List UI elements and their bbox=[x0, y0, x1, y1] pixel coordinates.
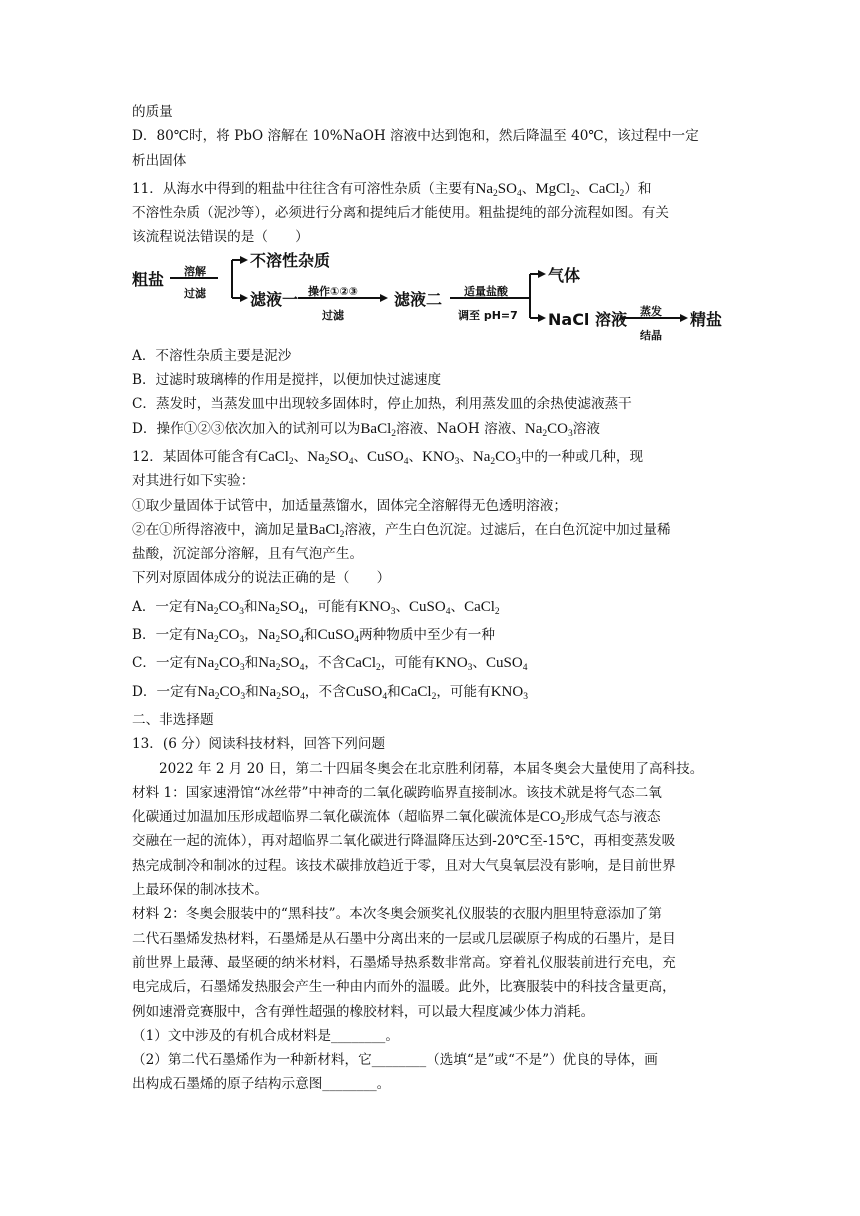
text-line: 的质量 bbox=[132, 104, 173, 120]
flow-filtrate-2: 滤液二 bbox=[394, 289, 443, 309]
formula-na2so4: $Na_2SO_4$ bbox=[475, 180, 522, 199]
option-11-b: B．过滤时玻璃棒的作用是搅拌，以便加快过滤速度 bbox=[132, 372, 442, 389]
text-line: 例如速滑竞赛服中，含有弹性超强的橡胶材料，可以最大程度减少体力消耗。 bbox=[132, 1003, 595, 1020]
section-heading: 二、非选择题 bbox=[132, 711, 214, 728]
question-13-stem: 13．(6 分）阅读科技材料，回答下列问题 bbox=[132, 736, 386, 753]
flow-ph: 调至 pH=7 bbox=[458, 308, 518, 322]
flow-gas: 气体 bbox=[548, 265, 581, 285]
text-line: 盐酸，沉淀部分溶解，且有气泡产生。 bbox=[132, 546, 364, 563]
flow-operations: 操作①②③ bbox=[308, 284, 358, 298]
text-line: 对其进行如下实验： bbox=[132, 473, 255, 490]
flow-nacl: NaCl 溶液 bbox=[548, 309, 627, 329]
text-line: D．80℃时，将 PbO 溶解在 10%NaOH 溶液中达到饱和，然后降温至 40℃，该过程中一定 bbox=[132, 128, 699, 145]
flow-filter: 过滤 bbox=[322, 308, 344, 322]
option-11-d: D．操作①②③依次加入的试剂可以为BaCl$_2$溶液、NaOH 溶液、$Na_2CO_3$溶液 bbox=[132, 420, 600, 439]
text-line: ②在①所得溶液中，滴加足量BaCl$_2$溶液，产生白色沉淀。过滤后，在白色沉淀中加过量稀 bbox=[132, 521, 671, 540]
flow-crude-salt: 粗盐 bbox=[132, 269, 165, 289]
text-line: 热完成制冷和制冰的过程。该技术碳排放趋近于零，且对大气臭氧层没有影响，是目前世界 bbox=[132, 857, 676, 874]
text-line: 交融在一起的流体），再对超临界二氧化碳进行降温降压达到-20℃至-15℃，再相变蒸发吸 bbox=[132, 833, 676, 850]
flow-filter: 过滤 bbox=[184, 286, 206, 300]
text-line: 化碳通过加温加压形成超临界二氧化碳流体（超临界二氧化碳流体是$CO_2$形成气态与液态 bbox=[132, 809, 661, 828]
option-12-c: C．一定有$Na_2CO_3$和$Na_2SO_4$，不含CaCl$_2$，可能有$KNO_3$、CuSO$_4$ bbox=[132, 655, 528, 674]
text-line: 该流程说法错误的是（ ） bbox=[132, 229, 309, 246]
flow-dissolve: 溶解 bbox=[184, 264, 206, 278]
text-line: 电完成后，石墨烯发热服会产生一种由内而外的温暖。此外，比赛服装中的科技含量更高， bbox=[132, 979, 676, 996]
flow-crystal: 结晶 bbox=[640, 328, 662, 342]
text-line: 析出固体 bbox=[132, 152, 187, 169]
text-line: 二代石墨烯发热材料，石墨烯是从石墨中分离出来的一层或几层碳原子构成的石墨片，是目 bbox=[132, 930, 676, 947]
option-12-b: B．一定有$Na_2CO_3$，$Na_2SO_4$和CuSO$_4$两种物质中至少有一种 bbox=[132, 627, 495, 646]
formula-cacl2: CaCl$_2$ bbox=[588, 180, 625, 199]
text-line: 前世界上最薄、最坚硬的纳米材料，石墨烯导热系数非常高。穿着礼仪服装前进行充电，充 bbox=[132, 954, 676, 971]
text-line: 出构成石墨烯的原子结构示意图________。 bbox=[132, 1076, 391, 1093]
option-11-a: A．不溶性杂质主要是泥沙 bbox=[132, 347, 292, 364]
salt-purification-flowchart bbox=[132, 252, 732, 342]
text-line: 不溶性杂质（泥沙等），必须进行分离和提纯后才能使用。粗盐提纯的部分流程如图。有关 bbox=[132, 205, 669, 222]
option-12-d: D．一定有$Na_2CO_3$和$Na_2SO_4$，不含CuSO$_4$和CaCl$_2$，可能有$KNO_3$ bbox=[132, 683, 528, 702]
question-11-stem: 11．从海水中得到的粗盐中往往含有可溶性杂质（主要有$Na_2SO_4$、MgCl$_2$、CaCl$_2$）和 bbox=[132, 180, 652, 199]
formula-mgcl2: MgCl$_2$ bbox=[535, 180, 576, 199]
flow-hcl: 适量盐酸 bbox=[464, 284, 508, 298]
flow-fine-salt: 精盐 bbox=[690, 309, 723, 329]
sub-question-2: （2）第二代石墨烯作为一种新材料，它________（选填“是”或“不是”）优良的导体，画 bbox=[132, 1052, 658, 1069]
flow-insoluble: 不溶性杂质 bbox=[250, 250, 331, 270]
text-line: ①取少量固体于试管中，加适量蒸馏水，固体完全溶解得无色透明溶液； bbox=[132, 497, 567, 514]
option-11-c: C．蒸发时，当蒸发皿中出现较多固体时，停止加热，利用蒸发皿的余热使滤液蒸干 bbox=[132, 396, 632, 413]
text-line: 材料 1：国家速滑馆“冰丝带”中神奇的二氧化碳跨临界直接制冰。该技术就是将气态二氧 bbox=[132, 784, 662, 801]
option-12-a: A．一定有$Na_2CO_3$和$Na_2SO_4$，可能有$KNO_3$、CuSO$_4$、CaCl$_2$ bbox=[132, 598, 500, 617]
flow-evaporate: 蒸发 bbox=[640, 304, 662, 318]
exam-page bbox=[132, 100, 732, 1097]
flow-filtrate-1: 滤液一 bbox=[250, 289, 299, 309]
text-line: 2022 年 2 月 20 日，第二十四届冬奥会在北京胜利闭幕，本届冬奥会大量使用了高科技。 bbox=[159, 760, 704, 777]
question-12-stem: 12．某固体可能含有CaCl$_2$、$Na_2SO_4$、CuSO$_4$、$KNO_3$、$Na_2CO_3$中的一种或几种，现 bbox=[132, 448, 644, 467]
text-line: 下列对原固体成分的说法正确的是（ ） bbox=[132, 570, 391, 587]
text-line: 上最环保的制冰技术。 bbox=[132, 882, 268, 899]
text-line: 材料 2：冬奥会服装中的“黑科技”。本次冬奥会颁奖礼仪服装的衣服内胆里特意添加了第 bbox=[132, 906, 662, 923]
sub-question-1: （1）文中涉及的有机合成材料是________。 bbox=[132, 1027, 399, 1044]
